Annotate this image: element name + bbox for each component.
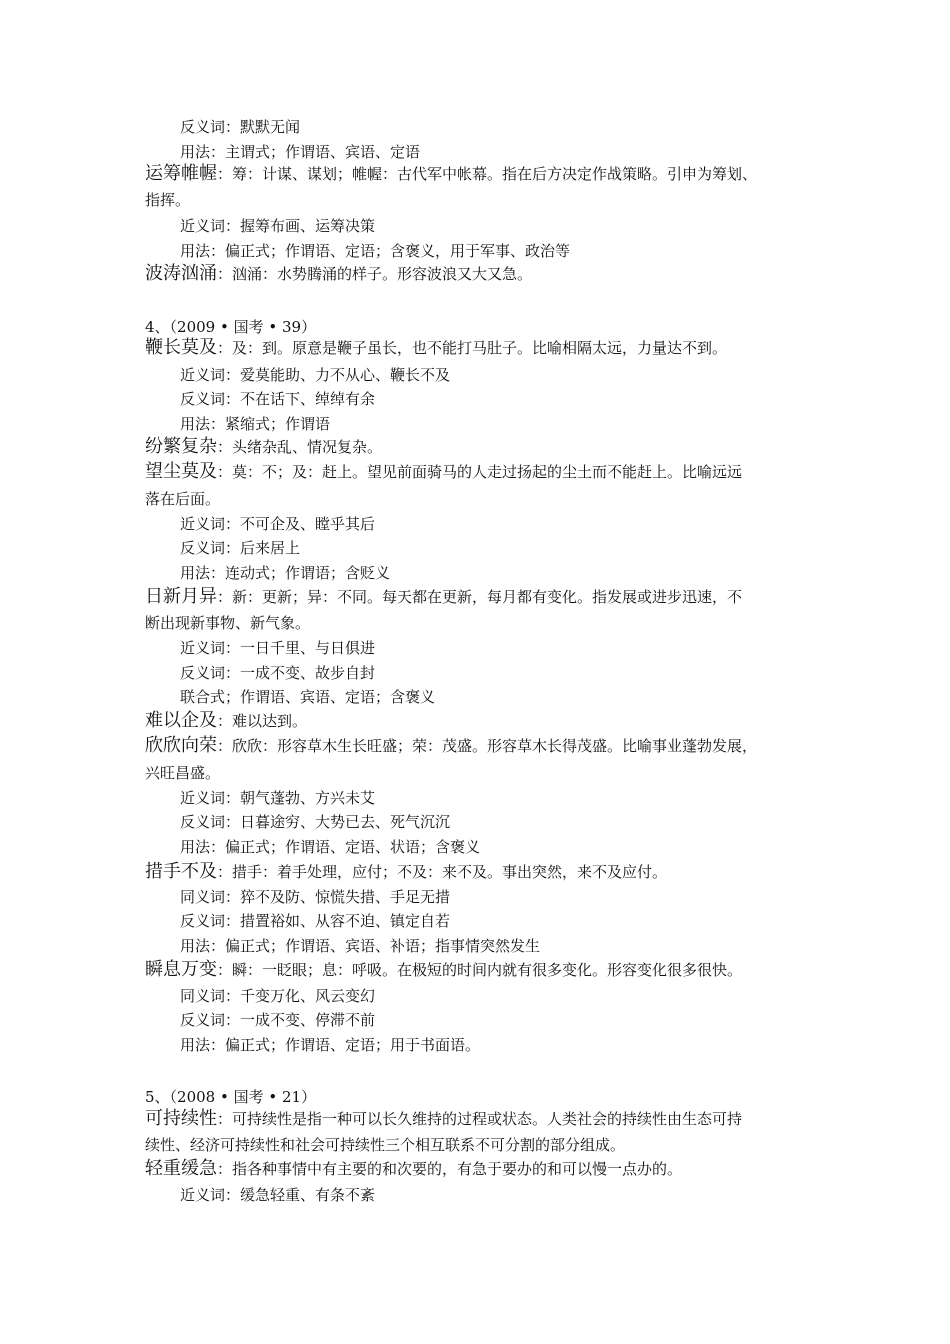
definition-continuation: 续性、经济可持续性和社会可持续性三个相互联系不可分割的部分组成。: [145, 1136, 626, 1154]
section-heading: 4、（2009 • 国考 • 39）: [145, 318, 317, 336]
usage-line: 同义词：猝不及防、惊慌失措、手足无措: [180, 888, 451, 906]
idiom-definition: ：头绪杂乱、情况复杂。: [217, 438, 383, 456]
idiom-entry: [145, 863, 667, 881]
idiom-entry: [145, 265, 532, 283]
idiom-term: 望尘莫及: [145, 461, 217, 482]
usage-line: 反义词：不在话下、绰绰有余: [180, 390, 376, 408]
usage-line: 近义词：一日千里、与日俱进: [180, 639, 376, 657]
idiom-term: 措手不及: [145, 861, 217, 882]
idiom-entry: [145, 339, 727, 357]
usage-line: 用法：主谓式；作谓语、宾语、定语: [180, 143, 421, 161]
usage-line: 同义词：千变万化、风云变幻: [180, 987, 376, 1005]
definition-continuation: 指挥。: [145, 191, 191, 209]
usage-line: 近义词：朝气蓬勃、方兴未艾: [180, 789, 376, 807]
usage-line: 用法：偏正式；作谓语、定语、状语；含褒义: [180, 838, 481, 856]
idiom-term: 日新月异: [145, 586, 217, 607]
usage-line: 用法：连动式；作谓语；含贬义: [180, 564, 391, 582]
idiom-term: 难以企及: [145, 710, 217, 731]
idiom-definition: ：可持续性是指一种可以长久维持的过程或状态。人类社会的持续性由生态可持: [217, 1110, 743, 1128]
idiom-term: 波涛汹涌: [145, 263, 217, 284]
idiom-entry: [145, 712, 307, 730]
idiom-definition: ：及：到。原意是鞭子虽长，也不能打马肚子。比喻相隔太远，力量达不到。: [217, 339, 728, 357]
usage-line: 反义词：后来居上: [180, 539, 301, 557]
usage-line: 用法：偏正式；作谓语、宾语、补语；指事情突然发生: [180, 937, 541, 955]
idiom-entry: [145, 1110, 742, 1128]
usage-line: 联合式；作谓语、宾语、定语；含褒义: [180, 688, 436, 706]
idiom-definition: ：难以达到。: [217, 712, 308, 730]
usage-line: 反义词：日暮途穷、大势已去、死气沉沉: [180, 813, 451, 831]
usage-line: 用法：偏正式；作谓语、定语；含褒义，用于军事、政治等: [180, 242, 571, 260]
idiom-term: 欣欣向荣: [145, 735, 217, 756]
section-heading: 5、（2008 • 国考 • 21）: [145, 1088, 317, 1106]
idiom-definition: ：措手：着手处理，应付；不及：来不及。事出突然，来不及应付。: [217, 863, 668, 881]
idiom-term: 轻重缓急: [145, 1158, 217, 1179]
usage-line: 近义词：爱莫能助、力不从心、鞭长不及: [180, 366, 451, 384]
idiom-definition: ：筹：计谋、谋划；帷幄：古代军中帐幕。指在后方决定作战策略。引申为筹划、: [217, 165, 758, 183]
usage-line: 近义词：握筹布画、运筹决策: [180, 217, 376, 235]
definition-continuation: 兴旺昌盛。: [145, 764, 221, 782]
usage-line: 近义词：不可企及、瞠乎其后: [180, 515, 376, 533]
idiom-entry: [145, 463, 742, 481]
idiom-entry: [145, 438, 382, 456]
usage-line: 反义词：措置裕如、从容不迫、镇定自若: [180, 912, 451, 930]
definition-continuation: 断出现新事物、新气象。: [145, 614, 311, 632]
definition-continuation: 落在后面。: [145, 490, 221, 508]
usage-line: 近义词：缓急轻重、有条不紊: [180, 1186, 376, 1204]
usage-line: 反义词：默默无闻: [180, 118, 301, 136]
idiom-definition: ：瞬：一眨眼；息：呼吸。在极短的时间内就有很多变化。形容变化很多很快。: [217, 961, 743, 979]
idiom-definition: ：欣欣：形容草木生长旺盛；荣：茂盛。形容草木长得茂盛。比喻事业蓬勃发展，: [217, 737, 758, 755]
usage-line: 用法：偏正式；作谓语、定语；用于书面语。: [180, 1036, 481, 1054]
idiom-term: 可持续性: [145, 1108, 217, 1129]
usage-line: 反义词：一成不变、故步自封: [180, 664, 376, 682]
idiom-term: 运筹帷幄: [145, 163, 217, 184]
idiom-definition: ：莫：不；及：赶上。望见前面骑马的人走过扬起的尘土而不能赶上。比喻远远: [217, 463, 743, 481]
idiom-entry: [145, 961, 742, 979]
idiom-entry: [145, 737, 757, 755]
idiom-term: 鞭长莫及: [145, 337, 217, 358]
usage-line: 反义词：一成不变、停滞不前: [180, 1011, 376, 1029]
idiom-definition: ：新：更新；异：不同。每天都在更新，每月都有变化。指发展或进步迅速，不: [217, 588, 743, 606]
idiom-entry: [145, 1160, 682, 1178]
idiom-definition: ：指各种事情中有主要的和次要的，有急于要办的和可以慢一点办的。: [217, 1160, 683, 1178]
idiom-entry: [145, 588, 742, 606]
idiom-term: 纷繁复杂: [145, 436, 217, 457]
usage-line: 用法：紧缩式；作谓语: [180, 415, 331, 433]
idiom-term: 瞬息万变: [145, 959, 217, 980]
idiom-entry: [145, 165, 757, 183]
idiom-definition: ：汹涌：水势腾涌的样子。形容波浪又大又急。: [217, 265, 533, 283]
